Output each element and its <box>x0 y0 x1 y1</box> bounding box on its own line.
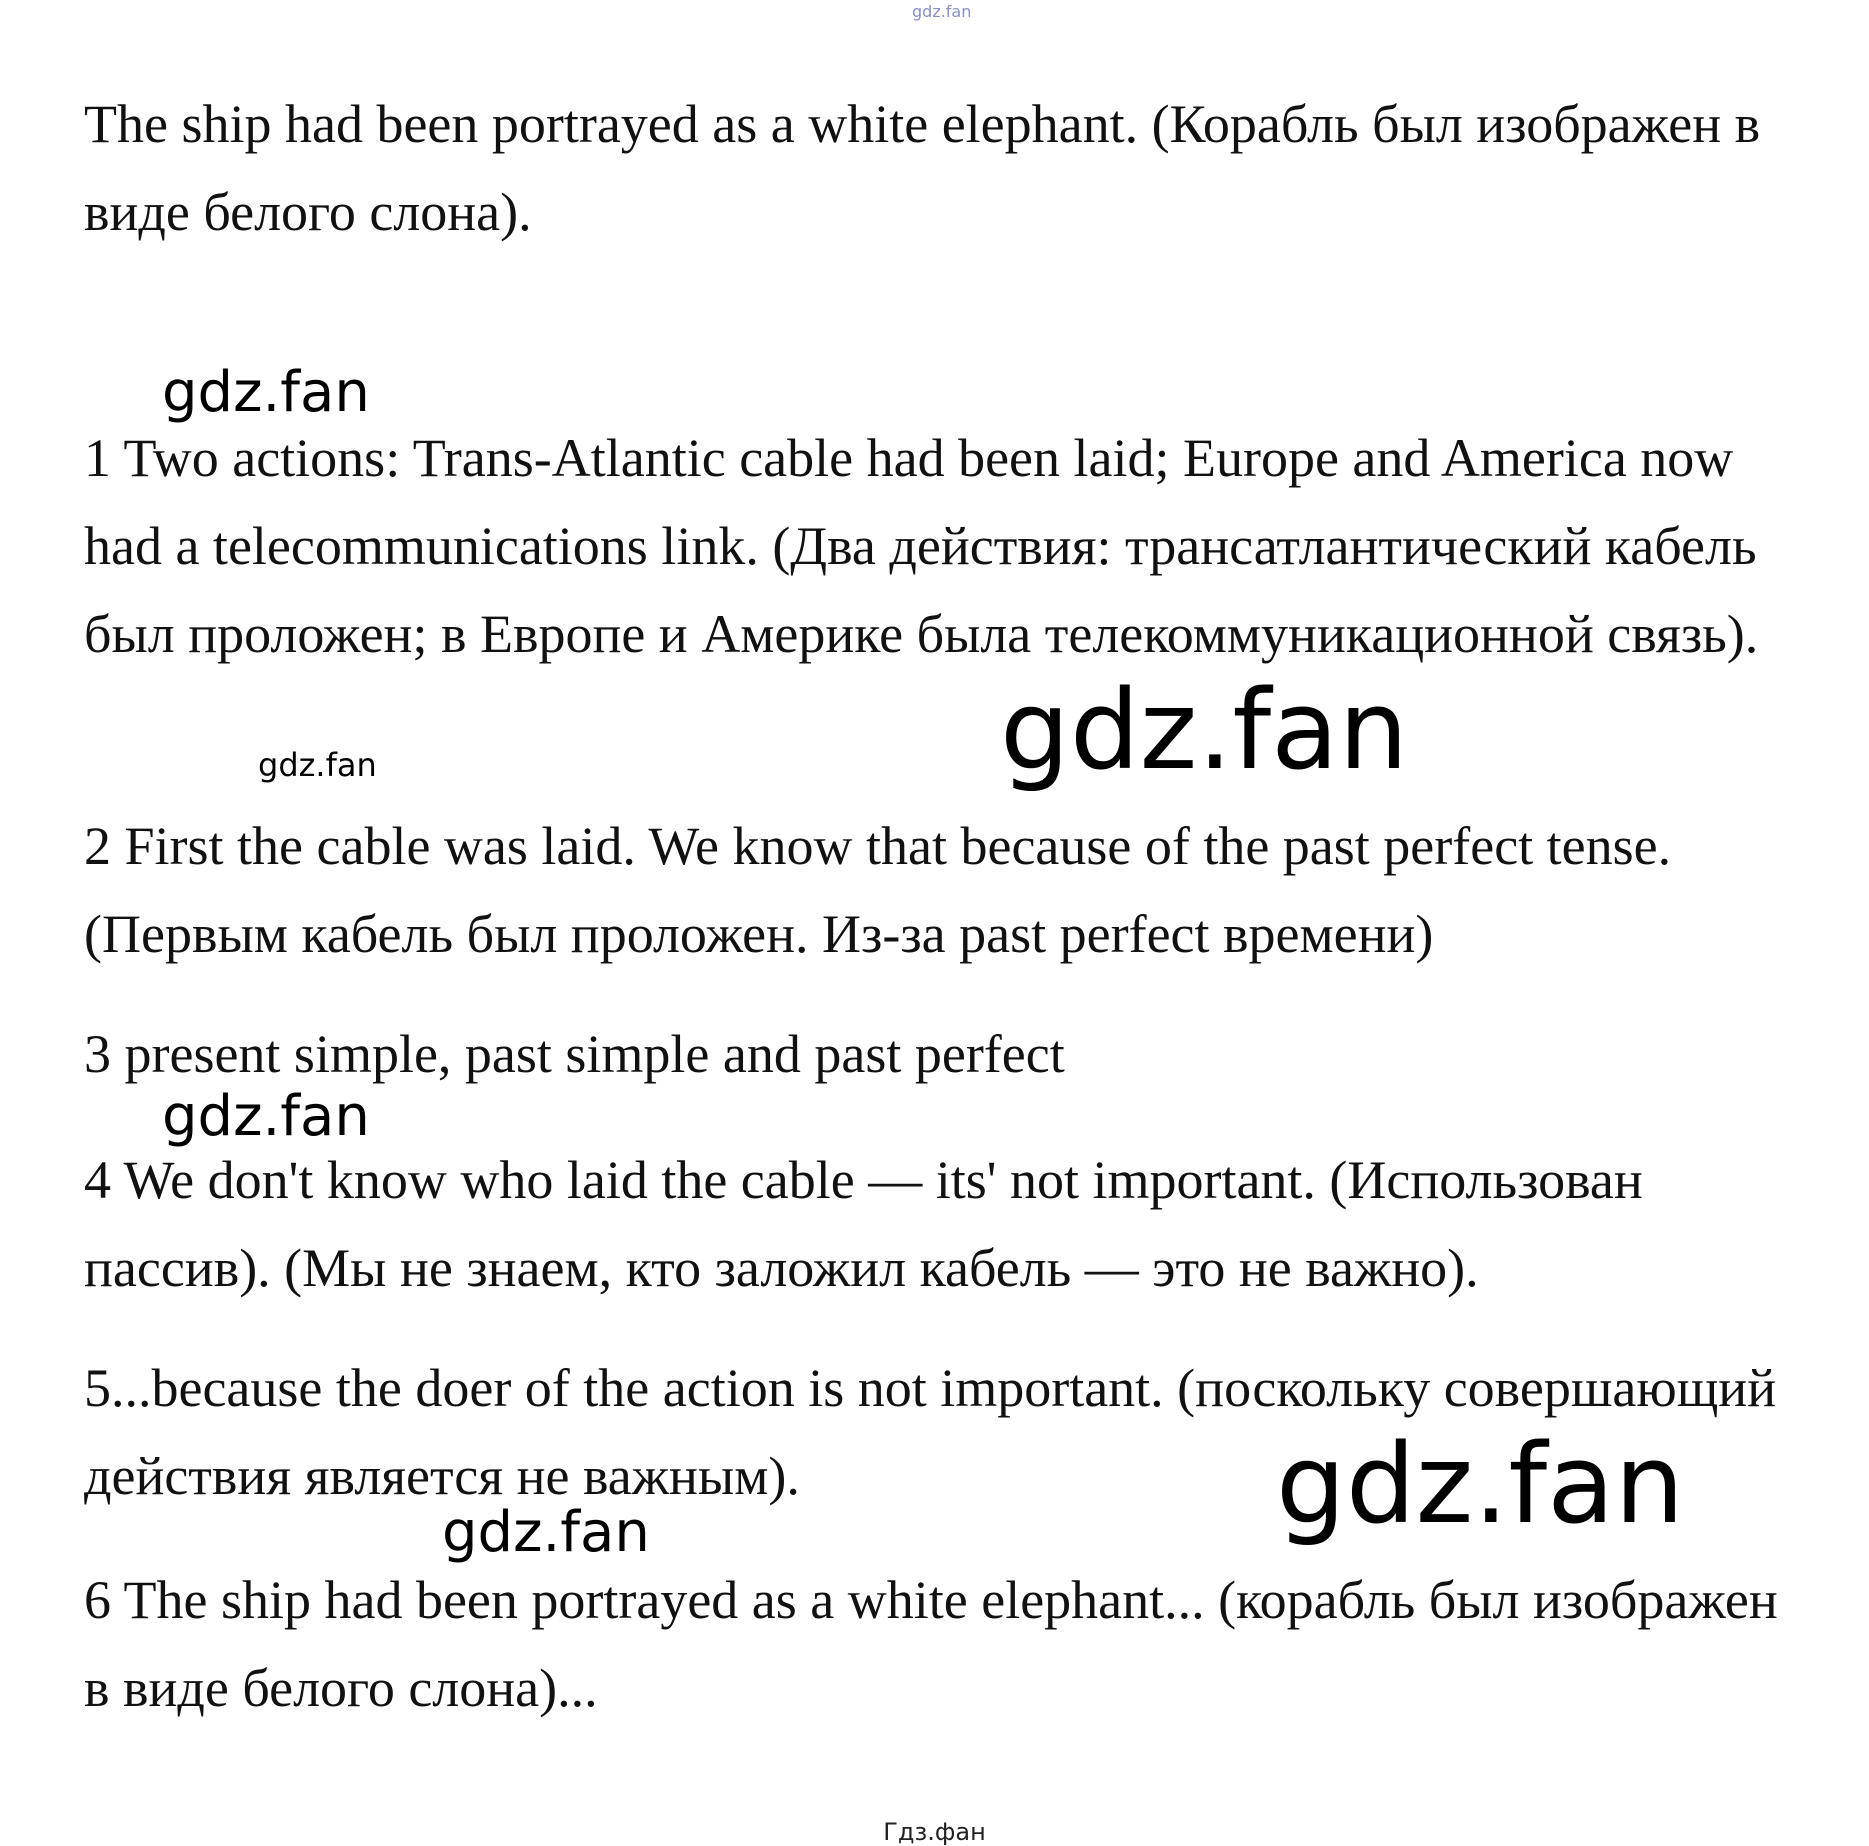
paragraph-4: 4 We don't know who laid the cable — its' not important. (Использован пассив). (Мы не знаем, кто заложил кабель — это не важно). <box>84 1150 1657 1298</box>
watermark-medium: gdz.fan <box>162 1084 370 1149</box>
watermark-medium: gdz.fan <box>442 1500 650 1565</box>
watermark-top: gdz.fan <box>912 2 972 21</box>
watermark-small: gdz.fan <box>258 746 377 784</box>
watermark-large: gdz.fan <box>1276 1420 1685 1548</box>
paragraph-1: 1 Two actions: Trans-Atlantic cable had been laid; Europe and America now had a telecommunications link. (Два действия: трансатлантический кабель был проложен; в Европе и Америке была телекоммуникационной связь). <box>84 428 1771 664</box>
paragraph-6: 6 The ship had been portrayed as a white elephant... (корабль был изображен в виде белого слона)... <box>84 1570 1792 1718</box>
watermark-large: gdz.fan <box>1000 666 1409 794</box>
footer-watermark: Гдз.фан <box>883 1818 986 1846</box>
paragraph-5: 5...because the doer of the action is not important. (поскольку совершающий действия является не важным). <box>84 1358 1790 1506</box>
watermark-medium: gdz.fan <box>162 360 370 425</box>
paragraph-2: 2 First the cable was laid. We know that because of the past perfect tense. (Первым кабель был проложен. Из-за past perfect времени) <box>84 816 1685 964</box>
paragraph-intro: The ship had been portrayed as a white elephant. (Корабль был изображен в виде белого слона). <box>84 94 1774 242</box>
paragraph-3: 3 present simple, past simple and past perfect <box>84 1024 1065 1084</box>
